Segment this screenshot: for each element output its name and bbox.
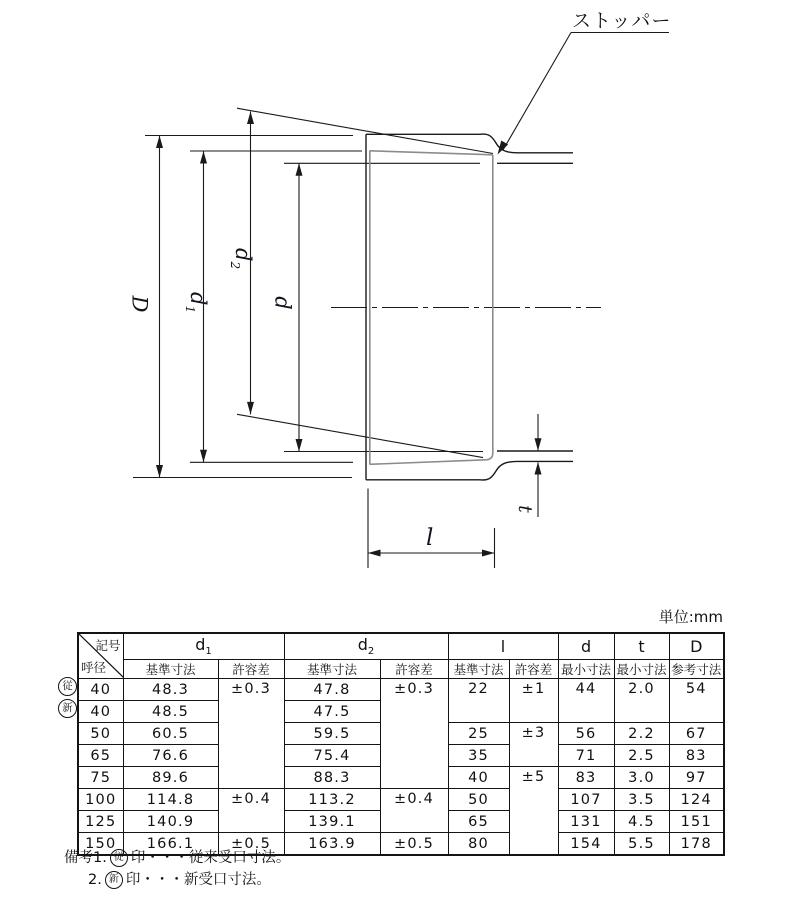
cell-t: 5.5 [614, 833, 669, 856]
cell-t: 3.0 [614, 767, 669, 789]
note2-prefix: 2. [88, 872, 102, 888]
cell-d: 83 [558, 767, 614, 789]
dimension-table [77, 632, 725, 856]
unit-label: 単位:mm [658, 608, 723, 626]
header-D: D [669, 633, 724, 660]
cell-d1: 76.6 [123, 745, 218, 767]
cell-l: 80 [448, 833, 509, 856]
cell-D: 124 [669, 789, 724, 811]
cell-dia: 100 [78, 789, 123, 811]
cell-l: 50 [448, 789, 509, 811]
header-d2-main: d [357, 635, 368, 655]
dim-label-d1-main: d [186, 292, 211, 306]
note2-text: 印・・・新受口寸法。 [125, 872, 271, 888]
row-mark-new: 新 [58, 699, 77, 718]
dim-label-d2 [228, 248, 255, 269]
subheader-d-min: 最小寸法 [558, 660, 614, 679]
cell-d1: 48.5 [123, 701, 218, 723]
cell-dia: 40 [78, 679, 123, 701]
cell-d: 44 [558, 679, 614, 723]
cell-D: 67 [669, 723, 724, 745]
cell-D: 151 [669, 811, 724, 833]
cell-d: 71 [558, 745, 614, 767]
cell-D: 83 [669, 745, 724, 767]
note-line-1 [64, 847, 290, 869]
dim-label-d1-sub: 1 [182, 305, 197, 314]
header-d1-main: d [195, 635, 206, 655]
row-mark-conventional: 従 [58, 677, 77, 696]
cell-t: 4.5 [614, 811, 669, 833]
cell-l: 25 [448, 723, 509, 745]
header-d1 [123, 633, 284, 660]
cell-d2: 163.9 [284, 833, 380, 856]
cell-l: 22 [448, 679, 509, 723]
cell-d2: 75.4 [284, 745, 380, 767]
cell-d1: 48.3 [123, 679, 218, 701]
cell-l: 65 [448, 811, 509, 833]
cell-d2: 59.5 [284, 723, 380, 745]
cell-d1: 114.8 [123, 789, 218, 811]
dimension-arrowheads [156, 112, 542, 557]
cell-dia: 150 [78, 833, 123, 856]
dim-label-d2-main: d [231, 248, 256, 262]
cell-t: 2.5 [614, 745, 669, 767]
cell-d1tol: ±0.5 [218, 833, 284, 856]
subheader-l-tolerance: 許容差 [509, 660, 558, 679]
dim-label-d: d [270, 296, 295, 310]
dim-label-d2-sub: 2 [227, 261, 242, 270]
cell-d2: 47.5 [284, 701, 380, 723]
cell-d2tol: ±0.3 [380, 679, 448, 789]
subheader-d2-standard: 基準寸法 [284, 660, 380, 679]
cell-t: 2.0 [614, 679, 669, 723]
cell-D: 54 [669, 679, 724, 723]
cell-d1tol: ±0.4 [218, 789, 284, 833]
cell-t: 3.5 [614, 789, 669, 811]
subheader-l-standard: 基準寸法 [448, 660, 509, 679]
header-d1-sub: 1 [205, 646, 212, 658]
dim-label-l: l [426, 525, 434, 551]
cell-dia: 50 [78, 723, 123, 745]
cell-d1: 60.5 [123, 723, 218, 745]
cell-d: 56 [558, 723, 614, 745]
header-l: l [448, 633, 558, 660]
corner-label-diameter: 呼径 [81, 660, 107, 675]
cell-d1: 166.1 [123, 833, 218, 856]
cell-D: 97 [669, 767, 724, 789]
header-d2-sub: 2 [367, 646, 375, 658]
subheader-D-ref: 参考寸法 [669, 660, 724, 679]
subheader-d1-standard: 基準寸法 [123, 660, 218, 679]
table-row [78, 679, 724, 701]
table-row [78, 789, 724, 811]
cell-d2: 113.2 [284, 789, 380, 811]
cell-d2tol: ±0.4 [380, 789, 448, 833]
cell-l: 40 [448, 767, 509, 789]
cell-d2tol: ±0.5 [380, 833, 448, 856]
note1-circled-mark: 従 [110, 849, 128, 867]
cell-d: 154 [558, 833, 614, 856]
dim-label-t: t [513, 505, 536, 513]
cell-d: 131 [558, 811, 614, 833]
cell-d1: 140.9 [123, 811, 218, 833]
corner-label-symbol: 記号 [95, 638, 121, 653]
note1-prefix: 備考1. [64, 850, 107, 866]
corner-header-cell [78, 633, 123, 679]
subheader-d1-tolerance: 許容差 [218, 660, 284, 679]
cell-dia: 65 [78, 745, 123, 767]
cell-d1: 89.6 [123, 767, 218, 789]
note-line-2 [88, 869, 290, 891]
stopper-label: ストッパー [572, 10, 672, 32]
cell-dia: 75 [78, 767, 123, 789]
cell-d2: 88.3 [284, 767, 380, 789]
dim-label-d1 [183, 292, 210, 313]
cell-dia: 125 [78, 811, 123, 833]
cell-dia: 40 [78, 701, 123, 723]
cell-ltol: ±1 [509, 679, 558, 723]
note2-circled-mark: 新 [105, 871, 123, 889]
subheader-d2-tolerance: 許容差 [380, 660, 448, 679]
dim-label-D: D [127, 295, 152, 313]
cell-d2: 47.8 [284, 679, 380, 701]
subheader-t-min: 最小寸法 [614, 660, 669, 679]
dimension-table-wrap [62, 632, 725, 856]
cell-d1tol: ±0.3 [218, 679, 284, 789]
cell-d2: 139.1 [284, 811, 380, 833]
dimension-lines [133, 33, 669, 569]
cell-l: 35 [448, 745, 509, 767]
header-d: d [558, 633, 614, 660]
notes [64, 847, 290, 891]
cell-d: 107 [558, 789, 614, 811]
header-t: t [614, 633, 669, 660]
header-d2 [284, 633, 448, 660]
cell-ltol: ±5 [509, 767, 558, 856]
cell-ltol: ±3 [509, 723, 558, 767]
note1-text: 印・・・従来受口寸法。 [130, 850, 291, 866]
cell-t: 2.2 [614, 723, 669, 745]
cell-D: 178 [669, 833, 724, 856]
